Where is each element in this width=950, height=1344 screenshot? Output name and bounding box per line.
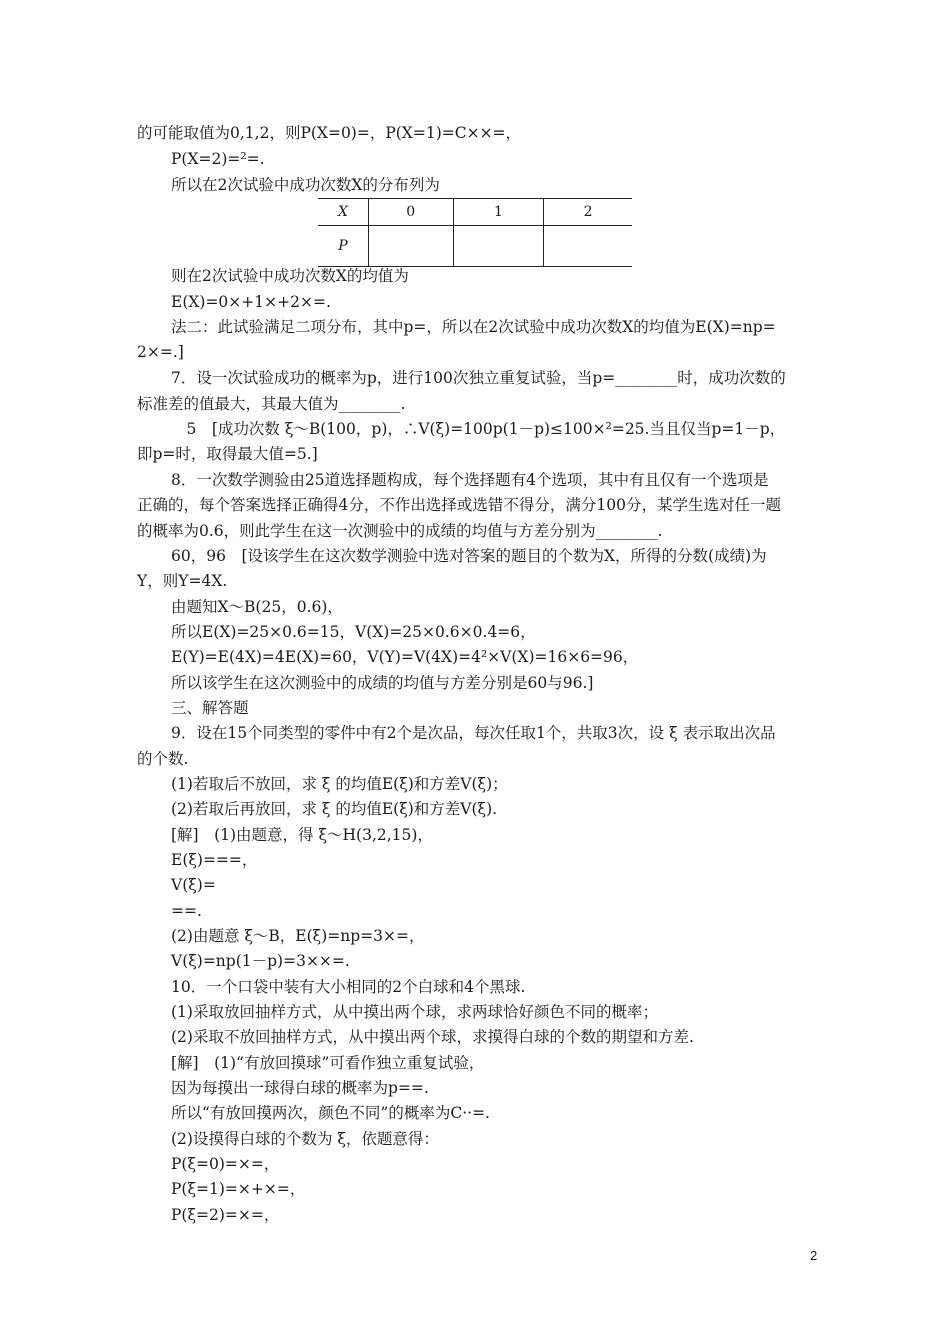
text-line: 所以“有放回摸两次，颜色不同”的概率为C··=. bbox=[171, 1104, 490, 1122]
text-line: V(ξ)=np(1－p)=3××=. bbox=[171, 952, 350, 970]
text-line: (2)设摸得白球的个数为 ξ，依题意得： bbox=[171, 1130, 439, 1148]
text-line: P(ξ=0)=×=， bbox=[171, 1155, 280, 1173]
text-line: E(Y)=E(4X)=4E(X)=60，V(Y)=V(4X)=4²×V(X)=16×6=96， bbox=[171, 648, 639, 666]
text-line: 7．设一次试验成功的概率为p，进行100次独立重复试验，当p=________时，成功次数的 bbox=[171, 369, 786, 387]
text-line: 法二：此试验满足二项分布，其中p=，所以在2次试验中成功次数X的均值为E(X)=np= bbox=[171, 318, 776, 336]
table-cell bbox=[453, 226, 544, 267]
text-line: 所以该学生在这次测验中的成绩的均值与方差分别是60与96.] bbox=[171, 674, 594, 692]
text-line: 所以E(X)=25×0.6=15，V(X)=25×0.6×0.4=6， bbox=[171, 623, 536, 641]
text-line: 10．一个口袋中装有大小相同的2个白球和4个黑球. bbox=[171, 978, 526, 996]
text-line: (2)若取后再放回，求 ξ 的均值E(ξ)和方差V(ξ). bbox=[171, 800, 498, 818]
text-line: 所以在2次试验中成功次数X的分布列为 bbox=[171, 176, 440, 194]
table-cell: P bbox=[318, 226, 368, 267]
text-line: [解] (1)“有放回摸球”可看作独立重复试验， bbox=[171, 1054, 485, 1072]
table-cell: X bbox=[318, 199, 368, 226]
text-line: 标准差的值最大，其最大值为________. bbox=[137, 395, 406, 413]
text-line: 由题知X～B(25，0.6)， bbox=[171, 598, 343, 616]
text-line: 60，96 [设该学生在这次数学测验中选对答案的题目的个数为X，所得的分数(成绩)为 bbox=[171, 547, 767, 565]
text-line: 2×=.] bbox=[137, 343, 184, 361]
table-cell: 1 bbox=[453, 199, 544, 226]
page-number: 2 bbox=[810, 1248, 818, 1263]
text-line: (2)采取不放回抽样方式，从中摸出两个球，求摸得白球的个数的期望和方差. bbox=[171, 1028, 694, 1046]
table-header-row bbox=[318, 199, 632, 226]
text-line: 因为每摸出一球得白球的概率为p==. bbox=[171, 1079, 429, 1097]
text-line: 8．一次数学测验由25道选择题构成，每个选择题有4个选项，其中有且仅有一个选项是 bbox=[171, 471, 769, 489]
text-line: 即p=时，取得最大值=5.] bbox=[137, 445, 318, 463]
text-line: 5 [成功次数 ξ～B(100，p)，∴V(ξ)=100p(1－p)≤100×²=25.当且仅当p=1－p， bbox=[171, 420, 786, 438]
text-line: P(ξ=1)=×+×=， bbox=[171, 1180, 306, 1198]
table-cell bbox=[368, 226, 453, 267]
text-line: 9．设在15个同类型的零件中有2个是次品，每次任取1个，共取3次，设 ξ 表示取出次品 bbox=[171, 724, 776, 742]
text-line: E(ξ)===， bbox=[171, 851, 258, 869]
distribution-table bbox=[318, 198, 632, 267]
text-line: (1)若取后不放回，求 ξ 的均值E(ξ)和方差V(ξ)； bbox=[171, 775, 508, 793]
text-line: 的概率为0.6，则此学生在这一次测验中的成绩的均值与方差分别为________. bbox=[137, 522, 663, 540]
section-heading: 三、解答题 bbox=[171, 699, 249, 717]
text-line: 则在2次试验中成功次数X的均值为 bbox=[171, 267, 409, 285]
text-line: V(ξ)= bbox=[171, 876, 216, 894]
text-line: Y，则Y=4X. bbox=[137, 572, 228, 590]
text-line: ==. bbox=[171, 902, 202, 920]
text-line: 的可能取值为0,1,2，则P(X=0)=，P(X=1)=C××=， bbox=[137, 124, 522, 142]
text-line: [解] (1)由题意，得 ξ～H(3,2,15)， bbox=[171, 826, 433, 844]
text-line: P(X=2)=²=. bbox=[171, 150, 265, 168]
table-row bbox=[318, 226, 632, 267]
text-line: 的个数. bbox=[137, 750, 189, 768]
text-line: (2)由题意 ξ～B，E(ξ)=np=3×=， bbox=[171, 927, 425, 945]
text-line: E(X)=0×+1×+2×=. bbox=[171, 293, 331, 311]
text-line: 正确的，每个答案选择正确得4分，不作出选择或选错不得分，满分100分，某学生选对任一题 bbox=[137, 496, 781, 514]
table-cell bbox=[544, 226, 632, 267]
text-line: P(ξ=2)=×=， bbox=[171, 1206, 280, 1224]
table-cell: 2 bbox=[544, 199, 632, 226]
table-cell: 0 bbox=[368, 199, 453, 226]
text-line: (1)采取放回抽样方式，从中摸出两个球，求两球恰好颜色不同的概率； bbox=[171, 1003, 658, 1021]
